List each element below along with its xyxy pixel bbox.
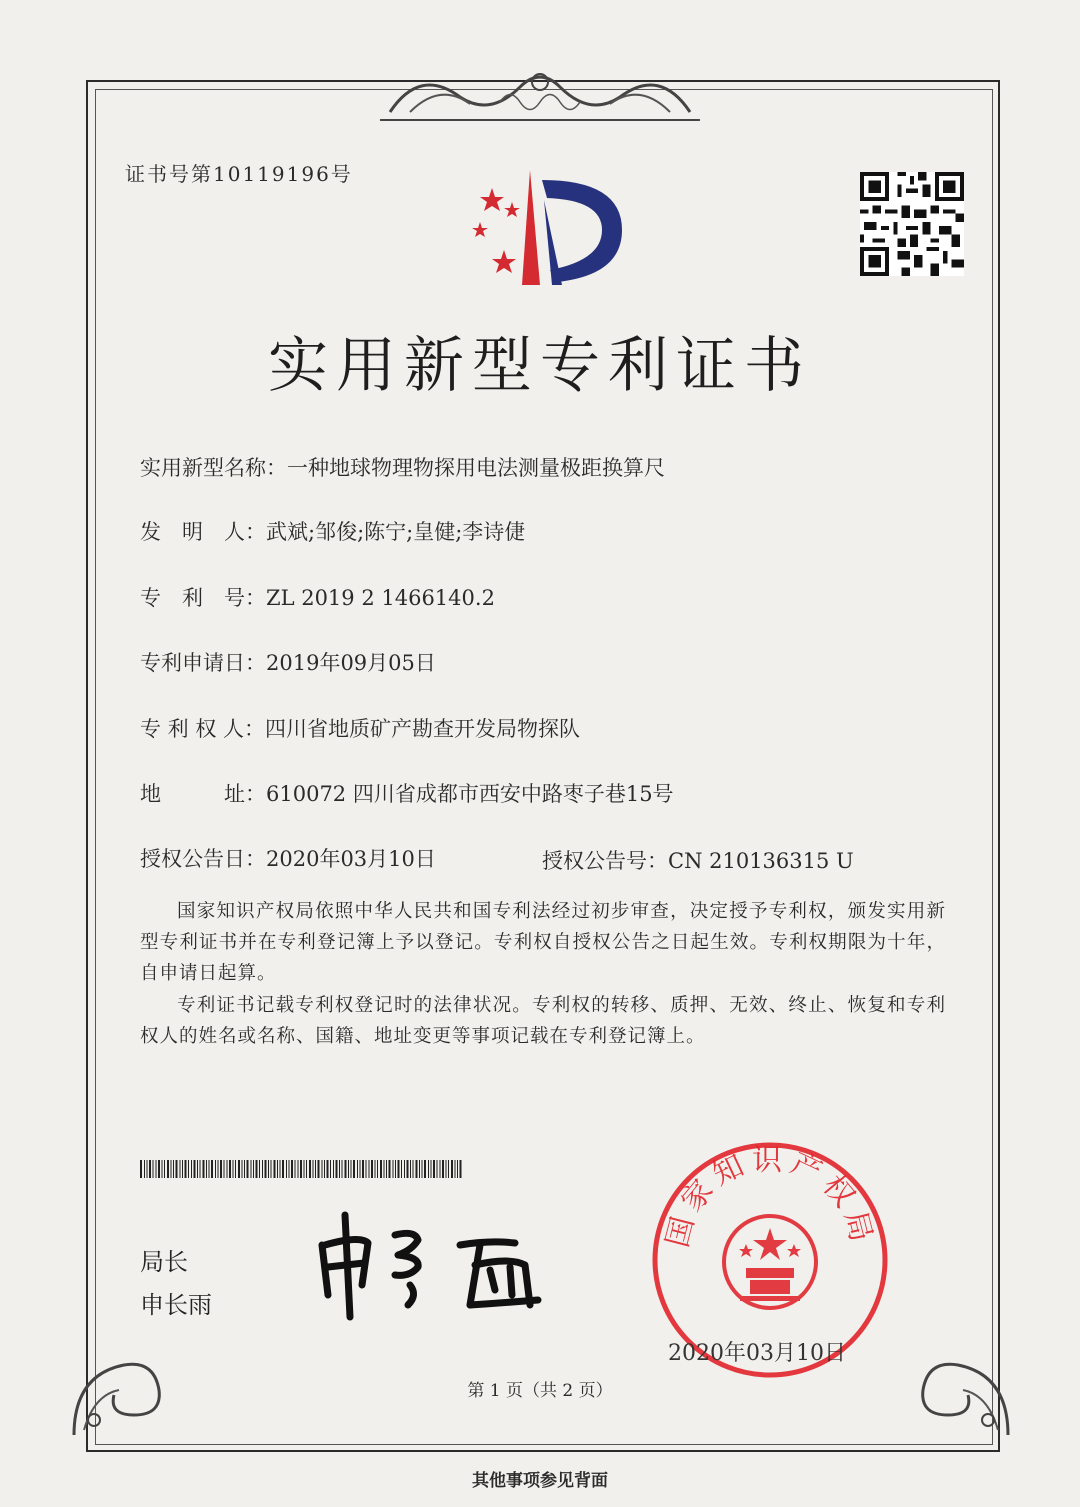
field-application-date	[140, 647, 436, 677]
qr-code-icon	[860, 172, 964, 276]
field-value: ZL 2019 2 1466140.2	[266, 586, 495, 610]
legal-paragraph-1: 国家知识产权局依照中华人民共和国专利法经过初步审查，决定授予专利权，颁发实用新型专利证书并在专利登记簿上予以登记。专利权自授权公告之日起生效。专利权期限为十年，自申请日起算。	[140, 901, 946, 984]
top-ornament-icon	[380, 62, 700, 124]
certificate-number: 证书号第10119196号	[125, 162, 353, 186]
field-value: 一种地球物理物探用电法测量极距换算尺	[287, 456, 665, 480]
field-patent-number	[140, 582, 495, 612]
field-announcement-date	[140, 843, 436, 873]
field-label: 专 利 权 人：	[140, 717, 266, 741]
field-label: 发 明 人：	[140, 520, 266, 544]
field-utility-model-name	[140, 452, 665, 482]
field-inventors	[140, 516, 525, 546]
barcode-icon	[140, 1160, 462, 1178]
page-indicator: 第 1 页（共 2 页）	[467, 1381, 613, 1401]
field-value: 武斌;邹俊;陈宁;皇健;李诗倢	[266, 520, 526, 544]
field-value: 四川省地质矿产勘查开发局物探队	[265, 717, 581, 741]
signatory-name: 申长雨	[140, 1291, 212, 1319]
certificate-title: 实用新型专利证书	[268, 331, 812, 401]
field-announcement-number	[542, 845, 854, 875]
field-label: 实用新型名称：	[140, 456, 287, 480]
patent-emblem-icon	[462, 170, 632, 290]
field-value: 610072 四川省成都市西安中路枣子巷15号	[266, 782, 674, 806]
signatory-title: 局长	[140, 1248, 188, 1276]
legal-paragraph-2: 专利证书记载专利权登记时的法律状况。专利权的转移、质押、无效、终止、恢复和专利权人的姓名或名称、国籍、地址变更等事项记载在专利登记簿上。	[140, 995, 946, 1047]
field-patentee	[140, 713, 580, 743]
field-label: 授权公告日：	[140, 847, 266, 871]
field-label: 授权公告号：	[542, 849, 668, 873]
field-address	[140, 778, 674, 808]
footer-note: 其他事项参见背面	[472, 1471, 608, 1491]
field-value: 2020年03月10日	[266, 847, 436, 871]
field-value: CN 210136315 U	[668, 849, 854, 873]
field-label: 地 址：	[140, 782, 266, 806]
seal-date: 2020年03月10日	[668, 1341, 846, 1366]
field-label: 专 利 号：	[140, 586, 266, 610]
field-value: 2019年09月05日	[266, 651, 436, 675]
field-label: 专利申请日：	[140, 651, 266, 675]
seal-text: 国家知识产权局	[659, 1143, 881, 1251]
handwritten-signature	[300, 1205, 560, 1325]
